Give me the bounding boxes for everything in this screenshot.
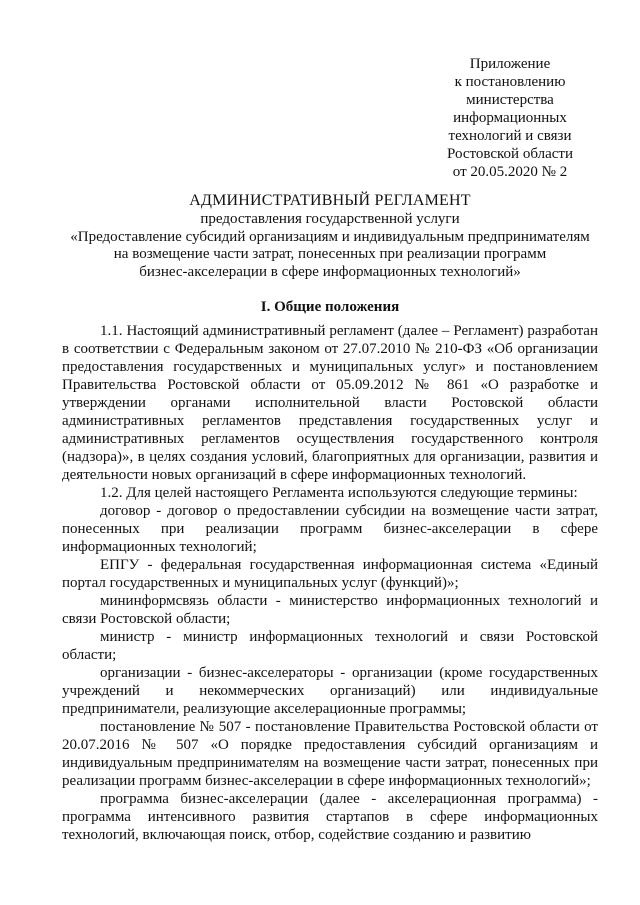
annex-line: к постановлению (454, 74, 566, 90)
annex-line: Ростовской области (447, 146, 573, 162)
title-line: «Предоставление субсидий организациям и индивидуальным предпринимателям (70, 228, 590, 245)
annex-line: информационных (453, 110, 567, 126)
title-line: на возмещение части затрат, понесенных при реализации программ (113, 246, 547, 262)
paragraph: программа бизнес-акселерации (далее - акселерационная программа) - программа интенсивного развития стартапов в сфере информационных технологий, включающая поиск, отбор, содействие созданию и развитию (62, 791, 598, 843)
document-body (62, 322, 598, 844)
paragraph: 1.2. Для целей настоящего Регламента используются следующие термины: (100, 485, 578, 501)
annex-line: министерства (466, 92, 554, 108)
paragraph: ЕПГУ - федеральная государственная информационная система «Единый портал государственных и муниципальных услуг (функций)»; (62, 557, 598, 591)
paragraph: 1.1. Настоящий административный регламент (далее – Регламент) разработан в соответствии с Федеральным законом от 27.07.2010 № 210-ФЗ «Об организации предоставления государственных и муниципальных услуг» и постановлением Правительства Ростовской области от 05.09.2012 № 861 «О разработке и утверждении органами исполнительной власти Ростовской области административных регламентов представления государственных услуг и административных регламентов осуществления государственного контроля (надзора)», в целях создания условий, благоприятных для организации, развития и деятельности новых организаций в сфере информационных технологий. (62, 323, 598, 483)
paragraph: постановление № 507 - постановление Правительства Ростовской области от 20.07.2016 № 507 «О порядке предоставления субсидий организациям и индивидуальным предпринимателям на возмещение части затрат, понесенных при реализации программ бизнес-акселерации в сфере информационных технологий»; (62, 719, 598, 789)
paragraph: министр - министр информационных технологий и связи Ростовской области; (62, 629, 598, 663)
title-line: предоставления государственной услуги (200, 211, 460, 227)
annex-line: технологий и связи (448, 128, 572, 144)
document-title-block (62, 191, 598, 281)
annex-line: Приложение (469, 56, 551, 72)
paragraph: договор - договор о предоставлении субсидии на возмещение части затрат, понесенных при реализации программ бизнес-акселерации в сфере информационных технологий; (62, 503, 598, 555)
annex-line: от 20.05.2020 № 2 (452, 164, 568, 180)
section-heading: I. Общие положения (260, 299, 400, 315)
title-line: бизнес-акселерации в сфере информационных технологий» (139, 263, 521, 280)
paragraph: организации - бизнес-акселераторы - организации (кроме государственных учреждений и некоммерческих организаций) или индивидуальные предприниматели, реализующие акселерационные программы; (62, 665, 598, 717)
paragraph: мининформсвязь области - министерство информационных технологий и связи Ростовской области; (62, 593, 598, 627)
annex-header (420, 55, 600, 181)
document-title: АДМИНИСТРАТИВНЫЙ РЕГЛАМЕНТ (189, 192, 471, 209)
